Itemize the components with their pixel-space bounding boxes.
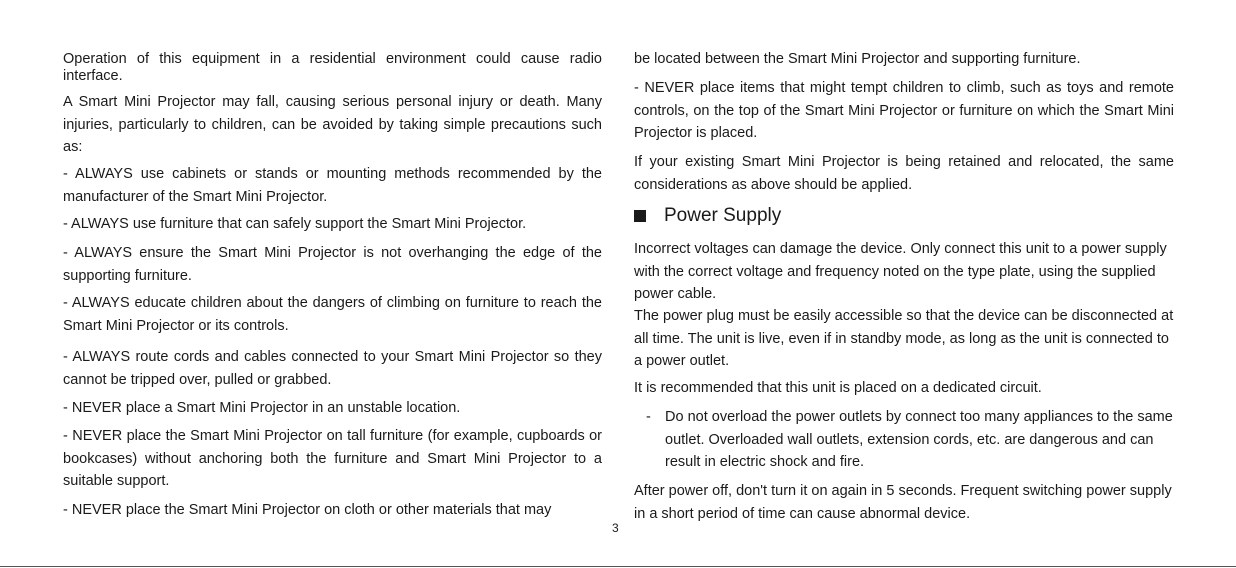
square-bullet-icon	[634, 210, 646, 222]
continuation-paragraph: be located between the Smart Mini Projector and supporting furniture.	[634, 51, 1081, 67]
list-item: - ALWAYS use cabinets or stands or mounting methods recommended by the manufacturer of the Smart Mini Projector.	[63, 166, 602, 205]
bullet-marker: -	[646, 409, 651, 425]
list-item: - NEVER place a Smart Mini Projector in an unstable location.	[63, 400, 461, 416]
bullet-text: Do not overload the power outlets by connect too many appliances to the same outlet. Overloaded wall outlets, extension cords, etc. are dangerous and can result in electric shock and fire.	[665, 409, 1173, 470]
intro-paragraph: Operation of this equipment in a residential environment could cause radio interface.	[63, 51, 602, 84]
section-heading-text: Power Supply	[664, 205, 782, 226]
list-item: - NEVER place items that might tempt children to climb, such as toys and remote controls, on the top of the Smart Mini Projector or furniture on which the Smart Mini Projector is placed.	[634, 80, 1174, 141]
page-bottom-rule	[0, 566, 1236, 567]
list-item: - ALWAYS educate children about the dangers of climbing on furniture to reach the Smart Mini Projector or its controls.	[63, 295, 602, 334]
list-item: - ALWAYS route cords and cables connected to your Smart Mini Projector so they cannot be tripped over, pulled or grabbed.	[63, 349, 602, 388]
list-item: - NEVER place the Smart Mini Projector on cloth or other materials that may	[63, 502, 552, 518]
precautions-paragraph: A Smart Mini Projector may fall, causing serious personal injury or death. Many injuries, particularly to children, can be avoided by taking simple precautions such as:	[63, 94, 602, 155]
relocation-paragraph: If your existing Smart Mini Projector is being retained and relocated, the same considerations as above should be applied.	[634, 154, 1174, 193]
list-item: - ALWAYS ensure the Smart Mini Projector is not overhanging the edge of the supporting furniture.	[63, 245, 602, 284]
section-heading	[634, 203, 781, 229]
power-plug-paragraph: The power plug must be easily accessible so that the device can be disconnected at all time. The unit is live, even if in standby mode, as long as the unit is connected to a power outlet.	[634, 308, 1174, 369]
closing-paragraph: After power off, don't turn it on again in 5 seconds. Frequent switching power supply in a short period of time can cause abnormal device.	[634, 483, 1172, 522]
voltage-paragraph: Incorrect voltages can damage the device. Only connect this unit to a power supply with the correct voltage and frequency noted on the type plate, using the supplied power cable.	[634, 241, 1167, 302]
circuit-paragraph: It is recommended that this unit is placed on a dedicated circuit.	[634, 380, 1042, 396]
list-item: - ALWAYS use furniture that can safely support the Smart Mini Projector.	[63, 216, 527, 232]
list-item: - NEVER place the Smart Mini Projector on tall furniture (for example, cupboards or bookcases) without anchoring both the furniture and Smart Mini Projector to a suitable support.	[63, 428, 602, 489]
page-number: 3	[612, 521, 619, 535]
